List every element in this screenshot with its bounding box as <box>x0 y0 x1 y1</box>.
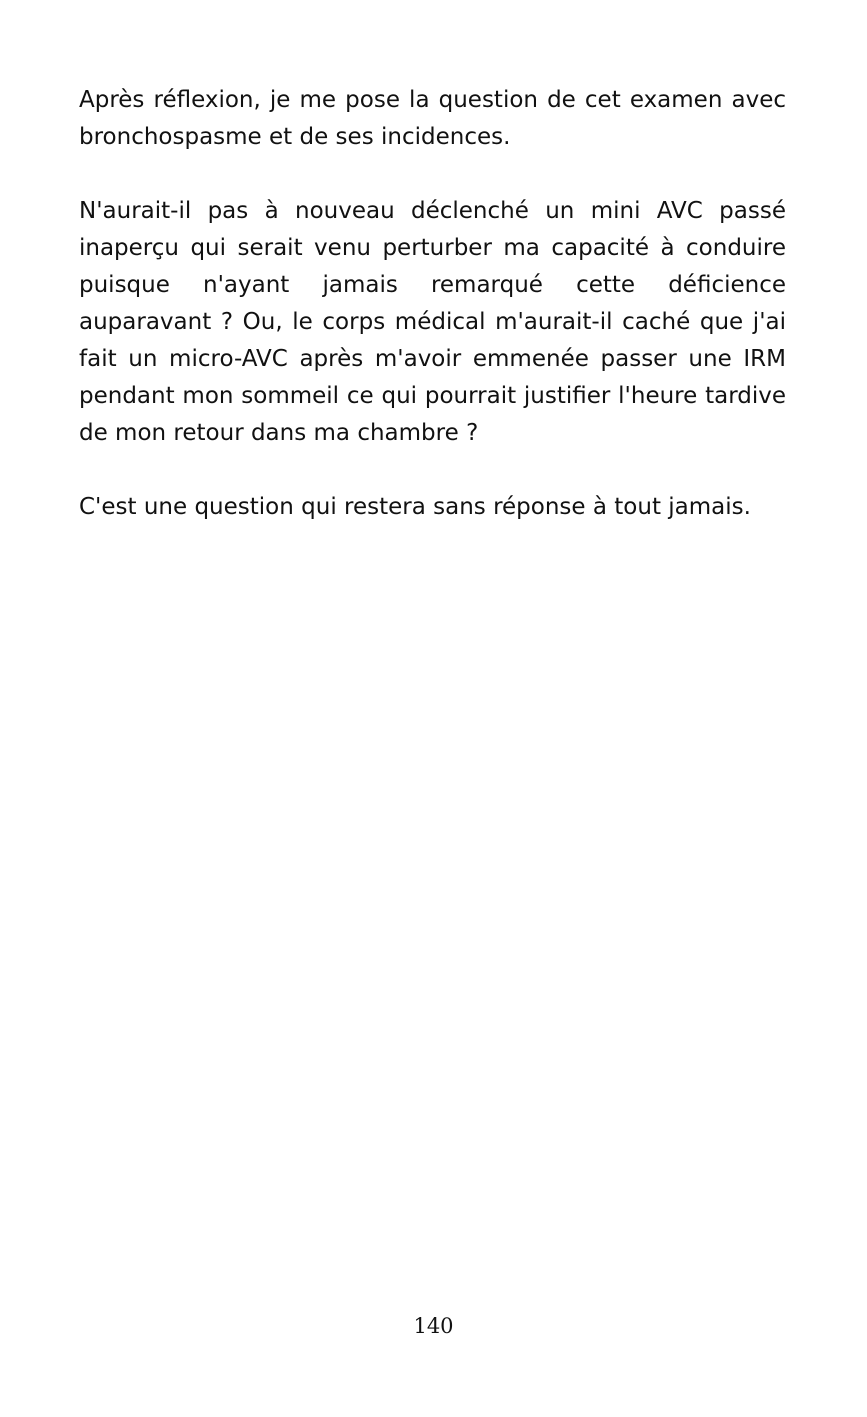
paragraph-1: Après réflexion, je me pose la question de cet examen avec bronchospasme et de ses incidences. <box>79 87 786 150</box>
paragraph-3: C'est une question qui restera sans réponse à tout jamais. <box>79 494 751 520</box>
paragraph-2: N'aurait-il pas à nouveau déclenché un mini AVC passé inaperçu qui serait venu perturber ma capacité à conduire puisque n'ayant jamais remarqué cette déficience auparavant ? Ou, le corps médical m'aurait-il caché que j'ai fait un micro-AVC après m'avoir emmenée passer une IRM pendant mon sommeil ce qui pourrait justifier l'heure tardive de mon retour dans ma chambre ? <box>79 198 786 446</box>
body-text <box>79 82 786 526</box>
page-number: 140 <box>413 1314 454 1338</box>
